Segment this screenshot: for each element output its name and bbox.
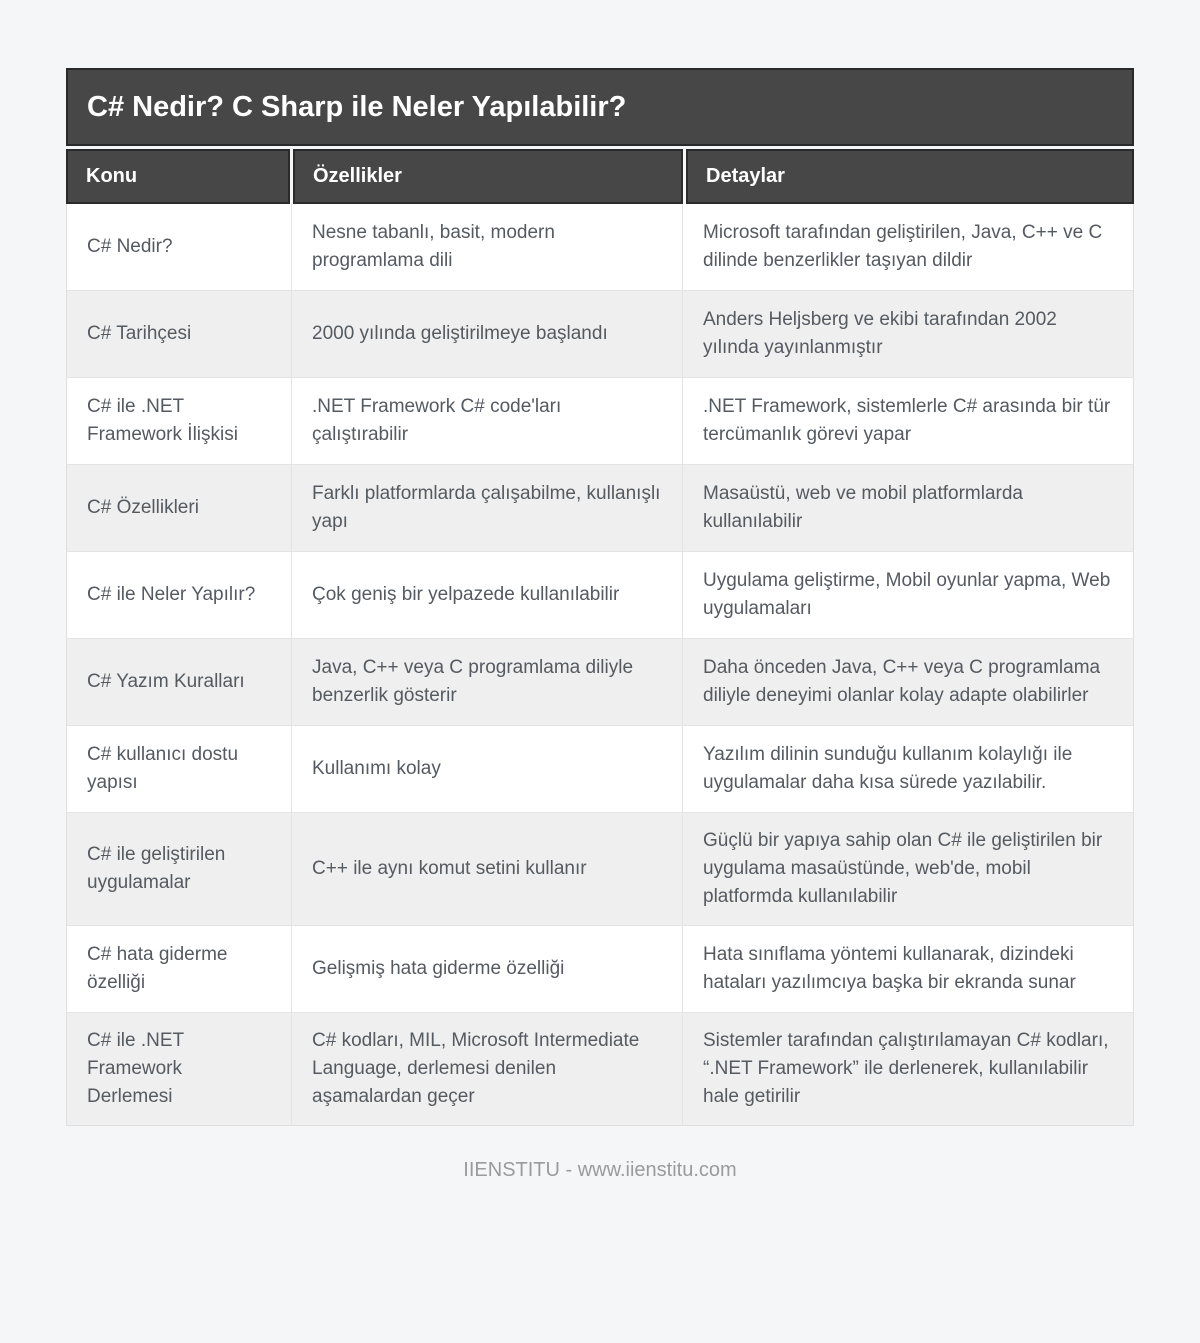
cell-ozellikler: Java, C++ veya C programlama diliyle benzerlik gösterir [292, 639, 683, 725]
info-table-card [66, 68, 1134, 1126]
table-header-row [66, 149, 1134, 204]
table-row [67, 552, 1133, 639]
cell-konu: C# Tarihçesi [67, 291, 292, 377]
table-row [67, 378, 1133, 465]
table-row [67, 291, 1133, 378]
cell-ozellikler: 2000 yılında geliştirilmeye başlandı [292, 291, 683, 377]
table-row [67, 1013, 1133, 1125]
column-header-detaylar: Detaylar [686, 149, 1134, 204]
column-header-ozellikler: Özellikler [293, 149, 683, 204]
table-row [67, 813, 1133, 926]
cell-detaylar: Yazılım dilinin sunduğu kullanım kolaylığı ile uygulamalar daha kısa sürede yazılabilir. [703, 744, 1073, 793]
cell-detaylar: Anders Heljsberg ve ekibi tarafından 2002 yılında yayınlanmıştır [703, 309, 1057, 358]
cell-ozellikler: C++ ile aynı komut setini kullanır [292, 813, 683, 925]
cell-ozellikler: .NET Framework C# code'ları çalıştırabilir [292, 378, 683, 464]
cell-detaylar: Microsoft tarafından geliştirilen, Java, C++ ve C dilinde benzerlikler taşıyan dildir [703, 222, 1103, 271]
table-row [67, 726, 1133, 813]
cell-konu: C# ile geliştirilen uygulamalar [67, 813, 292, 925]
footer-text: IIENSTITU - www.iienstitu.com [463, 1159, 737, 1181]
cell-ozellikler: Nesne tabanlı, basit, modern programlama dili [292, 204, 683, 290]
cell-konu: C# hata giderme özelliği [67, 926, 292, 1012]
footer [0, 1159, 1200, 1182]
table-body [66, 204, 1134, 1126]
cell-konu: C# Nedir? [67, 204, 292, 290]
cell-detaylar: .NET Framework, sistemlerle C# arasında bir tür tercümanlık görevi yapar [703, 396, 1111, 445]
cell-ozellikler: Kullanımı kolay [292, 726, 683, 812]
cell-konu: C# ile Neler Yapılır? [67, 552, 292, 638]
cell-ozellikler: C# kodları, MIL, Microsoft Intermediate Language, derlemesi denilen aşamalardan geçer [292, 1013, 683, 1125]
table-title-bar [66, 68, 1134, 146]
table-row [67, 639, 1133, 726]
cell-konu: C# Özellikleri [67, 465, 292, 551]
cell-konu: C# ile .NET Framework İlişkisi [67, 378, 292, 464]
table-row [67, 926, 1133, 1013]
cell-detaylar: Sistemler tarafından çalıştırılamayan C# kodları, “.NET Framework” ile derlenerek, kullanılabilir hale getirilir [703, 1030, 1109, 1107]
cell-ozellikler: Çok geniş bir yelpazede kullanılabilir [292, 552, 683, 638]
cell-konu: C# Yazım Kuralları [67, 639, 292, 725]
page-title: C# Nedir? C Sharp ile Neler Yapılabilir? [87, 90, 627, 123]
cell-detaylar: Güçlü bir yapıya sahip olan C# ile geliştirilen bir uygulama masaüstünde, web'de, mobil platformda kullanılabilir [703, 830, 1103, 907]
cell-detaylar: Uygulama geliştirme, Mobil oyunlar yapma, Web uygulamaları [703, 570, 1111, 619]
cell-detaylar: Daha önceden Java, C++ veya C programlama diliyle deneyimi olanlar kolay adapte olabilirler [703, 657, 1101, 706]
cell-detaylar: Hata sınıflama yöntemi kullanarak, dizindeki hataları yazılımcıya başka bir ekranda sunar [703, 944, 1076, 993]
cell-ozellikler: Farklı platformlarda çalışabilme, kullanışlı yapı [292, 465, 683, 551]
column-header-konu: Konu [66, 149, 290, 204]
cell-detaylar: Masaüstü, web ve mobil platformlarda kullanılabilir [703, 483, 1023, 532]
cell-konu: C# ile .NET Framework Derlemesi [67, 1013, 292, 1125]
table-row [67, 204, 1133, 291]
cell-konu: C# kullanıcı dostu yapısı [67, 726, 292, 812]
table-row [67, 465, 1133, 552]
cell-ozellikler: Gelişmiş hata giderme özelliği [292, 926, 683, 1012]
